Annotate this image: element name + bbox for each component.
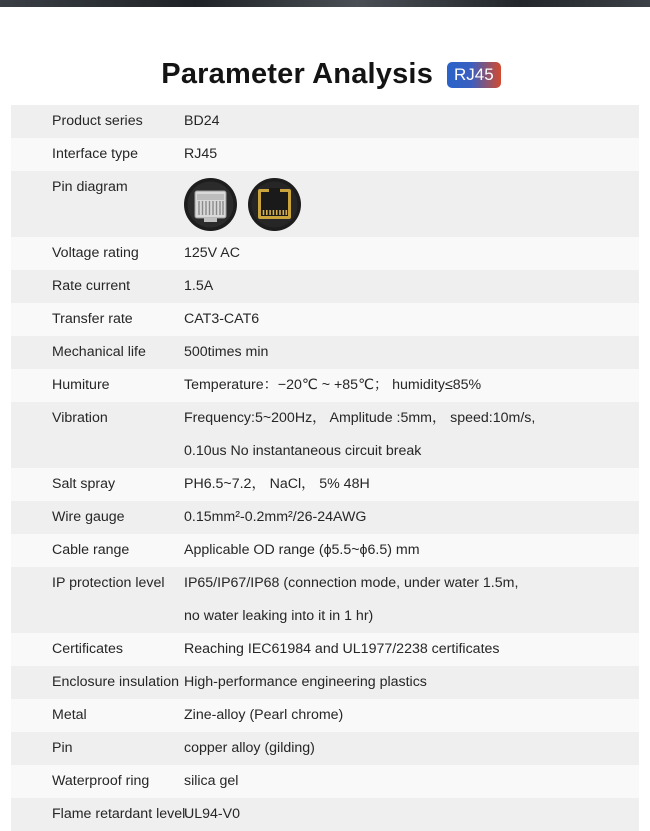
row-label: Pin (52, 740, 73, 756)
row-value: CAT3-CAT6 (184, 311, 260, 327)
rj45-plug-icon (184, 178, 237, 231)
table-row (11, 501, 639, 534)
row-value: copper alloy (gilding) (184, 740, 315, 756)
row-value: 125V AC (184, 245, 241, 261)
row-value: 0.15mm²-0.2mm²/26-24AWG (184, 509, 367, 525)
row-value: High-performance engineering plastics (184, 674, 427, 690)
row-label: Waterproof ring (52, 773, 150, 789)
row-value: 1.5A (184, 278, 214, 294)
table-row (11, 270, 639, 303)
row-label: Rate current (52, 278, 131, 294)
row-value (184, 402, 639, 468)
row-label: Salt spray (52, 476, 116, 492)
page-header (0, 50, 650, 98)
table-row (11, 237, 639, 270)
pin-diagram-images (184, 171, 639, 231)
table-row (11, 633, 639, 666)
row-label: Vibration (52, 410, 108, 426)
row-label: Cable range (52, 542, 130, 558)
row-value: silica gel (184, 773, 239, 789)
parameter-table (11, 105, 639, 831)
row-label: Transfer rate (52, 311, 133, 327)
top-banner-strip (0, 0, 650, 7)
table-row (11, 534, 639, 567)
row-value: RJ45 (184, 146, 218, 162)
value-line: no water leaking into it in 1 hr) (184, 608, 374, 624)
row-value (184, 171, 639, 231)
table-row (11, 369, 639, 402)
table-row (11, 138, 639, 171)
row-label: Enclosure insulation (52, 674, 179, 690)
table-row (11, 699, 639, 732)
row-label: Metal (52, 707, 87, 723)
table-row (11, 171, 639, 237)
row-value: PH6.5~7.2， NaCl， 5% 48H (184, 476, 370, 492)
table-row (11, 732, 639, 765)
row-value: 500times min (184, 344, 269, 360)
table-row (11, 468, 639, 501)
connector-badge: RJ45 (447, 62, 501, 88)
rj45-jack-icon (248, 178, 301, 231)
table-row (11, 798, 639, 831)
row-label: Mechanical life (52, 344, 146, 360)
value-line: 0.10us No instantaneous circuit break (184, 443, 422, 459)
row-label: Wire gauge (52, 509, 125, 525)
row-value: Temperature：−20℃ ~ +85℃； humidity≤85% (184, 377, 482, 393)
row-label: Voltage rating (52, 245, 139, 261)
row-value: Reaching IEC61984 and UL1977/2238 certificates (184, 641, 500, 657)
row-label: Humiture (52, 377, 110, 393)
value-line: Frequency:5~200Hz， Amplitude :5mm， speed:10m/s, (184, 410, 536, 426)
row-label: Product series (52, 113, 143, 129)
row-label: IP protection level (52, 575, 165, 591)
table-row (11, 765, 639, 798)
table-row (11, 303, 639, 336)
row-label: Pin diagram (52, 179, 128, 195)
value-line: IP65/IP67/IP68 (connection mode, under water 1.5m, (184, 575, 519, 591)
table-row (11, 567, 639, 633)
row-label: Certificates (52, 641, 123, 657)
row-value: Zine-alloy (Pearl chrome) (184, 707, 344, 723)
table-row (11, 105, 639, 138)
row-value (184, 567, 639, 633)
table-row (11, 402, 639, 468)
row-label: Interface type (52, 146, 138, 162)
table-row (11, 666, 639, 699)
row-label: Flame retardant level (52, 806, 186, 822)
row-value: Applicable OD range (ϕ5.5~ϕ6.5) mm (184, 542, 420, 558)
table-row (11, 336, 639, 369)
page-title: Parameter Analysis (161, 57, 434, 90)
row-value: UL94-V0 (184, 806, 240, 822)
row-value: BD24 (184, 113, 220, 129)
